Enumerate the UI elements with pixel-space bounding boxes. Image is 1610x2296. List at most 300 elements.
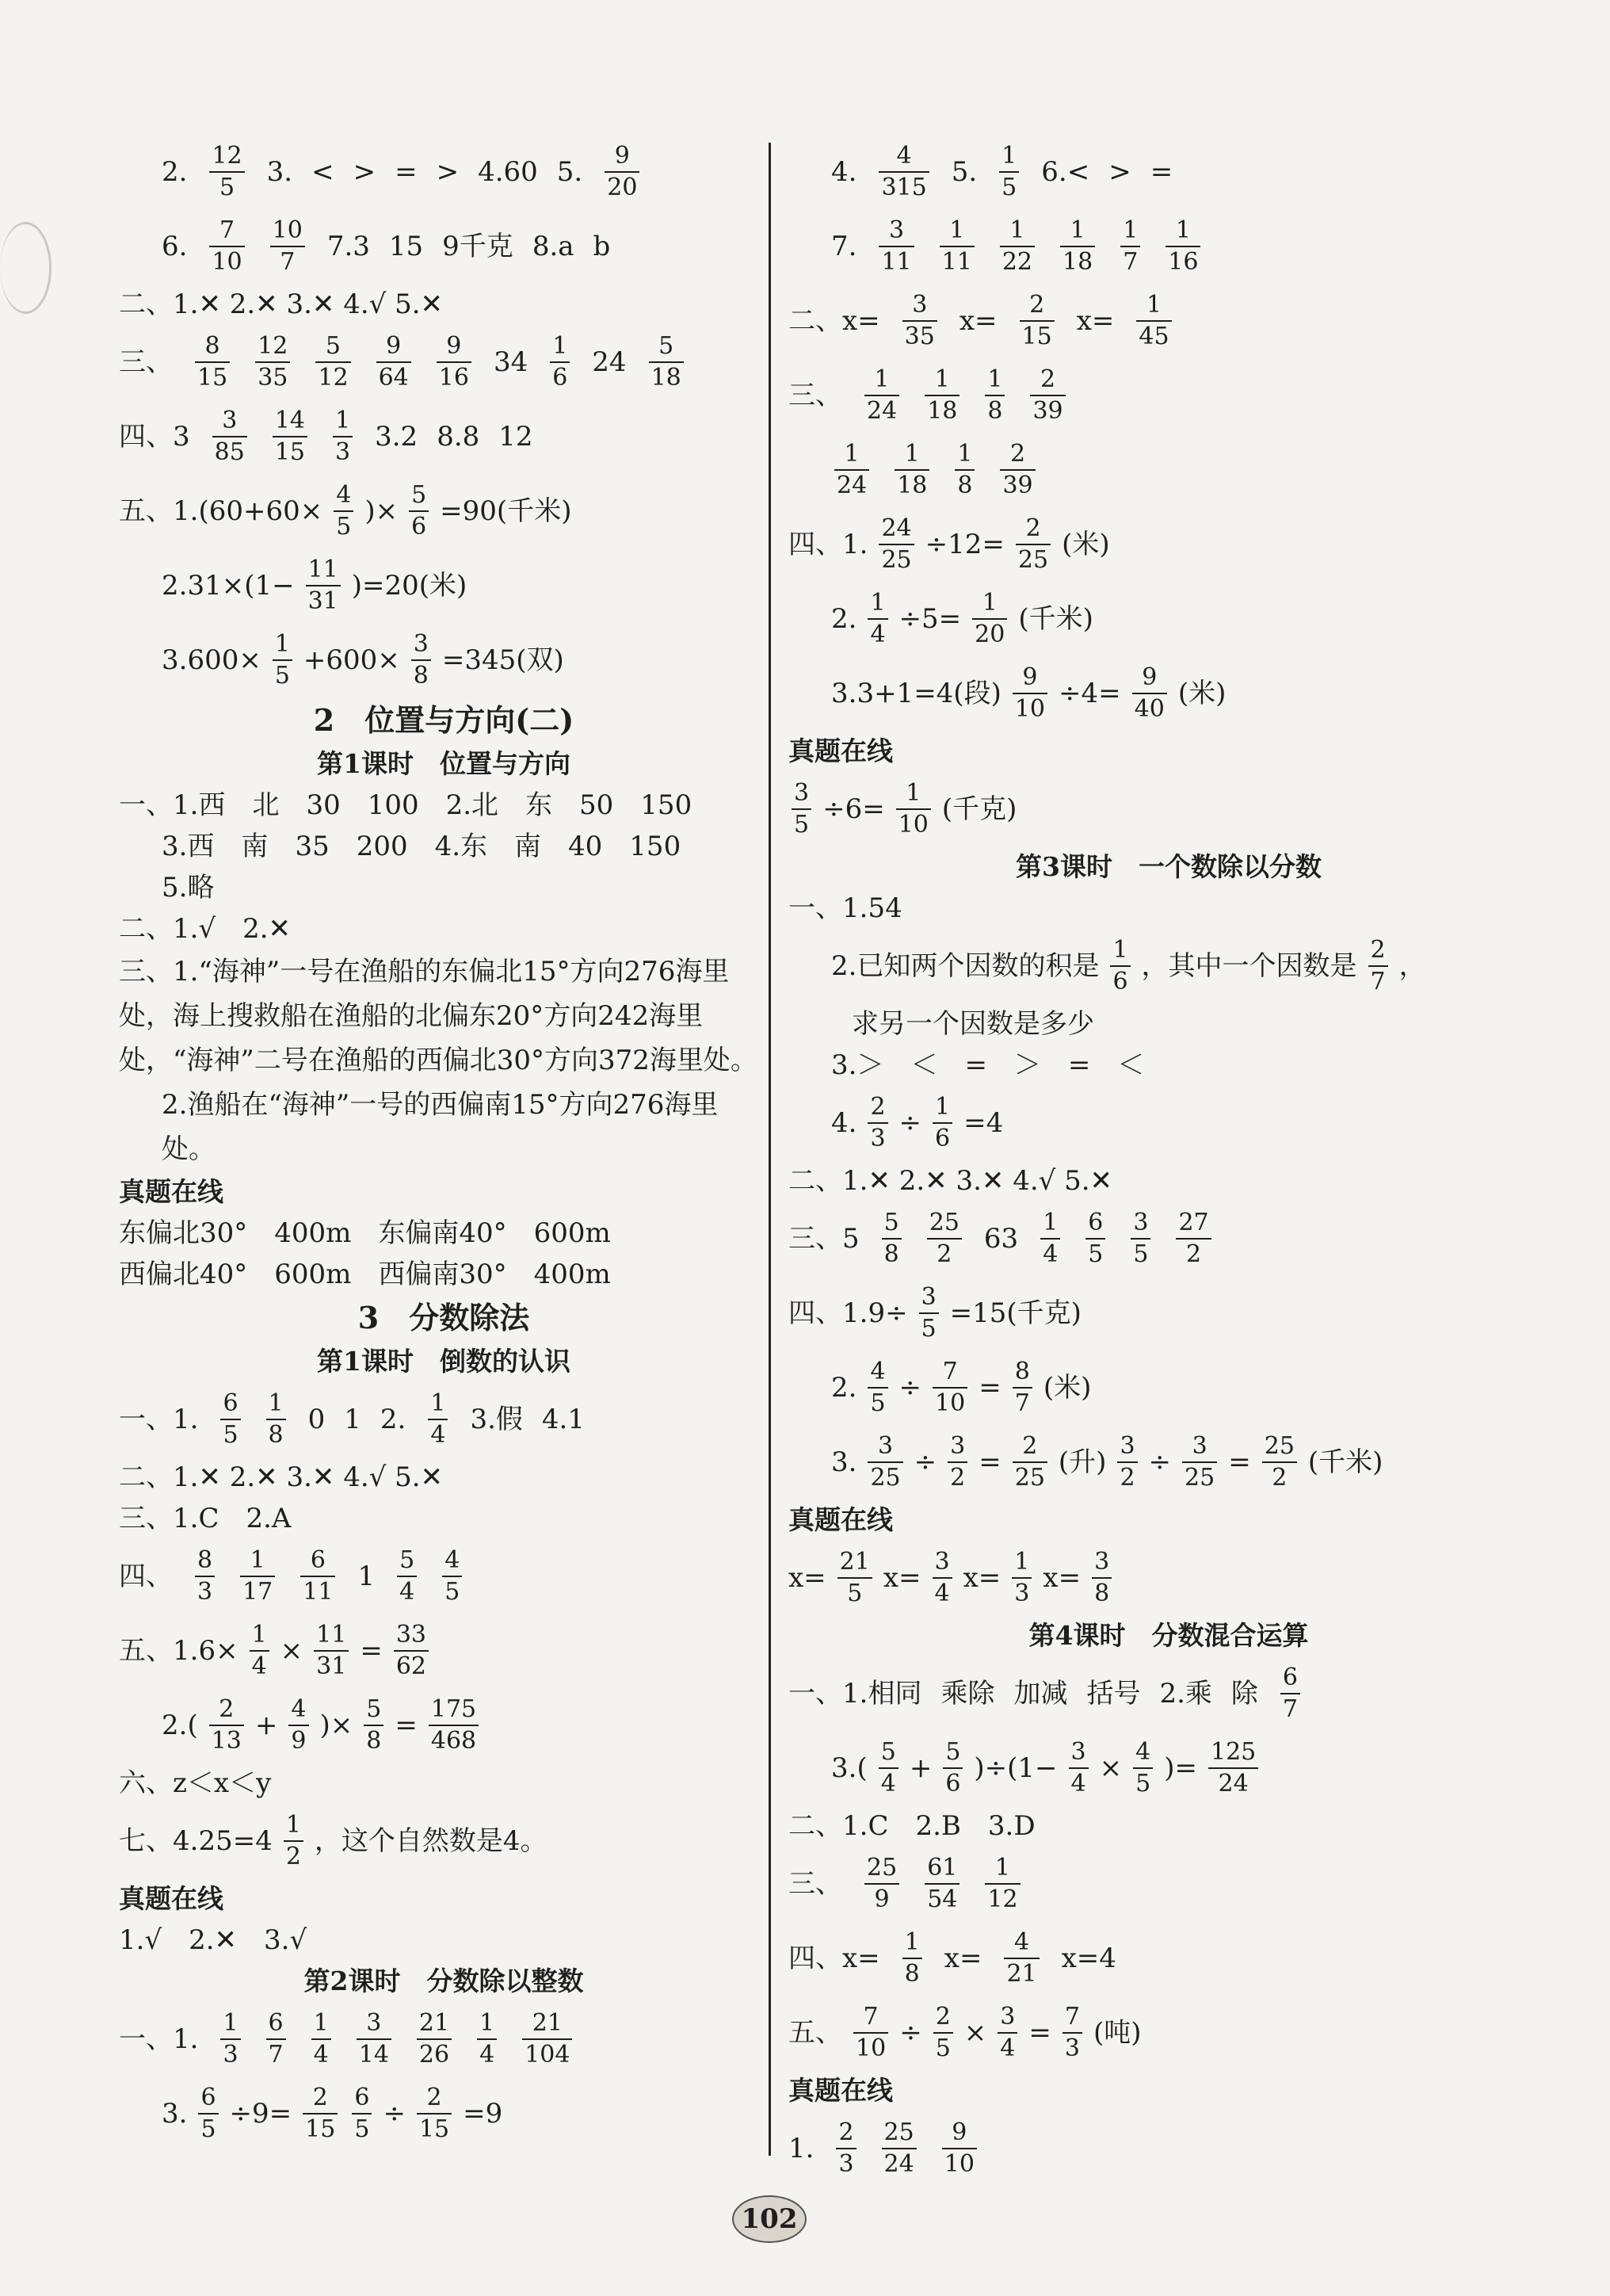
zhenti-label: 真题在线 — [788, 735, 893, 766]
text-token: ÷ — [383, 2097, 406, 2130]
numerator: 3 — [1000, 2003, 1016, 2030]
fraction-bar — [882, 2148, 917, 2149]
fraction-bar — [240, 1576, 275, 1577]
fraction — [929, 1360, 971, 1415]
denominator: 15 — [274, 438, 306, 466]
text-token: 一、1.相同 — [788, 1677, 922, 1710]
denominator: 18 — [1063, 248, 1093, 276]
fraction-bar — [397, 1576, 417, 1577]
fraction — [414, 2086, 455, 2141]
answer-line — [788, 358, 1549, 433]
denominator: 5 — [219, 174, 235, 201]
denominator: 15 — [305, 2115, 336, 2143]
fraction-bar — [955, 469, 975, 471]
fraction — [433, 334, 475, 390]
denominator: 7 — [1282, 1695, 1298, 1723]
numerator: 1 — [904, 1928, 920, 1956]
fraction-bar — [998, 2032, 1017, 2034]
answer-line: 一、1.54 — [788, 892, 902, 924]
fraction-bar — [834, 469, 869, 471]
numerator: 3 — [1192, 1432, 1208, 1460]
denominator: 5 — [1001, 174, 1017, 201]
denominator: 4 — [870, 621, 886, 648]
fraction-bar — [1092, 1577, 1112, 1579]
text-token: =9 — [463, 2097, 503, 2130]
fraction-bar — [1280, 1693, 1300, 1694]
text-token: ，这个自然数是4。 — [314, 1824, 547, 1857]
numerator: 21 — [418, 2009, 450, 2037]
fraction — [864, 1432, 906, 1492]
fraction — [206, 1695, 247, 1755]
fraction — [361, 1695, 387, 1755]
numerator: 21 — [839, 1548, 870, 1576]
page-number: 102 — [732, 2195, 807, 2243]
denominator: 15 — [197, 364, 228, 392]
denominator: 25 — [1185, 1464, 1215, 1492]
fraction-bar — [315, 361, 350, 363]
text-token: 四、1. — [788, 528, 868, 560]
answer-line — [788, 1350, 1549, 1425]
fraction — [425, 1695, 482, 1755]
denominator: 10 — [944, 2150, 975, 2178]
fraction — [299, 2086, 341, 2141]
fraction — [1013, 514, 1054, 574]
text-token: 一、1. — [119, 2023, 199, 2055]
denominator: 35 — [258, 364, 288, 392]
answer-line — [119, 2002, 769, 2076]
fraction-bar — [1182, 1461, 1217, 1463]
text-token: 3.假 — [470, 1403, 523, 1435]
denominator: 8 — [883, 1240, 899, 1268]
denominator: 24 — [837, 472, 868, 499]
fraction — [929, 1095, 956, 1151]
zhenti-label: 真题在线 — [788, 2075, 893, 2106]
numerator: 1 — [1175, 216, 1191, 244]
denominator: 3 — [870, 1125, 886, 1152]
fraction — [1017, 293, 1058, 349]
denominator: 2 — [285, 1843, 301, 1870]
denominator: 25 — [881, 546, 912, 574]
answer-line: 二、1.C 2.B 3.D — [788, 1809, 1036, 1842]
denominator: 31 — [316, 1652, 347, 1680]
numerator: 6 — [223, 1389, 238, 1417]
text-token: 五、1.6× — [119, 1634, 238, 1667]
denominator: 8 — [957, 472, 973, 499]
denominator: 11 — [303, 1578, 334, 1606]
answer-line — [788, 1425, 1549, 1499]
numerator: 4 — [896, 142, 912, 170]
fraction — [252, 334, 293, 390]
fraction — [269, 409, 311, 464]
answer-line — [119, 135, 769, 209]
fraction — [263, 1389, 289, 1449]
denominator: 6 — [1112, 968, 1128, 995]
denominator: 64 — [378, 364, 409, 392]
denominator: 5 — [336, 513, 352, 541]
text-token: ÷ — [898, 1371, 922, 1404]
left-column — [119, 135, 769, 2151]
text-token: (米) — [1043, 1371, 1092, 1404]
numerator: 6 — [1282, 1664, 1298, 1691]
denominator: 2 — [1120, 1464, 1135, 1492]
numerator: 1 — [935, 1093, 951, 1121]
fraction — [929, 1550, 956, 1606]
numerator: 5 — [945, 1738, 961, 1766]
denominator: 7 — [1123, 248, 1139, 276]
fraction-bar — [266, 1419, 286, 1420]
text-token: 1 — [357, 1560, 376, 1592]
denominator: 31 — [307, 587, 338, 615]
fraction-bar — [220, 2038, 240, 2040]
fraction — [1117, 216, 1143, 276]
fraction-bar — [1208, 1767, 1258, 1769]
text-token: 12 — [498, 420, 533, 453]
fraction — [1179, 1432, 1220, 1492]
text-token: 三、5 — [788, 1222, 860, 1255]
answer-line — [119, 1804, 769, 1878]
numerator: 27 — [1178, 1209, 1209, 1236]
denominator: 5 — [354, 2115, 370, 2143]
denominator: 12 — [987, 1885, 1018, 1913]
text-token: 6. — [162, 230, 188, 262]
answer-line — [788, 507, 1549, 582]
denominator: 54 — [927, 1885, 958, 1913]
numerator: 2 — [312, 2084, 328, 2111]
fraction-bar — [985, 395, 1005, 396]
text-token: +600× — [303, 644, 400, 676]
fraction — [1205, 1740, 1261, 1796]
denominator: 40 — [1134, 695, 1165, 723]
numerator: 5 — [411, 481, 427, 509]
numerator: 1 — [870, 589, 886, 617]
fraction — [982, 365, 1008, 425]
text-token: > — [436, 155, 460, 188]
fraction — [997, 442, 1038, 498]
fraction — [899, 293, 940, 349]
fraction — [1133, 293, 1174, 349]
fraction — [237, 1546, 278, 1606]
fraction — [952, 442, 978, 498]
fraction-bar — [314, 1650, 349, 1652]
denominator: 10 — [856, 2034, 887, 2062]
answer-line — [788, 1656, 1549, 1731]
denominator: 25 — [870, 1464, 901, 1492]
denominator: 9 — [291, 1727, 307, 1755]
fraction — [1009, 1360, 1036, 1415]
denominator: 5 — [935, 2034, 951, 2062]
text-token: b — [593, 230, 611, 262]
text-token: ÷ — [1148, 1446, 1172, 1478]
numerator: 25 — [867, 1854, 898, 1881]
text-token: 8.8 — [437, 420, 480, 453]
denominator: 62 — [395, 1652, 427, 1680]
numerator: 1 — [268, 1389, 284, 1417]
answer-line — [119, 1688, 769, 1763]
fraction-bar — [300, 1576, 335, 1577]
fraction-bar — [864, 395, 899, 396]
denominator: 5 — [274, 662, 290, 690]
denominator: 5 — [1135, 1770, 1151, 1797]
fraction-bar — [250, 1650, 269, 1652]
answer-line — [788, 1276, 1549, 1350]
fraction — [308, 2011, 334, 2067]
denominator: 10 — [898, 811, 929, 839]
fraction — [891, 442, 933, 498]
denominator: 11 — [941, 248, 972, 276]
fraction — [474, 2011, 500, 2067]
denominator: 5 — [1088, 1240, 1104, 1268]
answer-paragraph: 三、1.“海神”一号在渔船的东偏北15°方向276海里处，海上搜救船在渔船的北偏东20°方向242海里处，“海神”二号在渔船的西偏北30°方向372海里处。 — [119, 956, 757, 1076]
numerator: 3 — [794, 779, 810, 807]
answer-line — [788, 2111, 1549, 2186]
fraction-bar — [1013, 1461, 1047, 1463]
fraction — [330, 483, 357, 539]
fraction — [834, 1550, 876, 1606]
numerator: 2 — [1010, 440, 1026, 468]
fraction — [209, 409, 250, 464]
denominator: 8 — [413, 662, 429, 690]
fraction — [1037, 1211, 1063, 1266]
denominator: 85 — [214, 438, 245, 466]
numerator: 1 — [313, 2009, 329, 2037]
answer-line — [788, 1086, 1549, 1160]
denominator: 6 — [935, 1125, 951, 1152]
denominator: 18 — [650, 364, 681, 392]
denominator: 39 — [1032, 397, 1063, 425]
text-token: x= — [883, 1561, 921, 1594]
fraction-bar — [933, 1577, 952, 1579]
fraction — [982, 1856, 1023, 1912]
text-token: 3.2 — [375, 420, 418, 453]
denominator: 4 — [1000, 2034, 1016, 2062]
fraction-bar — [943, 1767, 963, 1769]
fraction — [267, 216, 308, 276]
fraction-bar — [942, 2148, 977, 2149]
answer-line: 二、1.√ 2.✕ — [119, 912, 292, 945]
fraction-bar — [999, 171, 1019, 173]
fraction-bar — [1136, 320, 1171, 322]
text-token: ，其中一个因数是 — [1141, 949, 1357, 982]
fraction — [1009, 1550, 1035, 1606]
fraction — [391, 1623, 432, 1679]
fraction-bar — [522, 2038, 572, 2040]
denominator: 4 — [251, 1652, 267, 1680]
text-token: 24 — [592, 346, 627, 378]
fraction-bar — [1040, 1238, 1060, 1240]
fraction — [206, 216, 247, 276]
denominator: 45 — [1139, 323, 1169, 350]
text-token: x=4 — [1061, 1942, 1116, 1974]
fraction-bar — [919, 1312, 939, 1314]
denominator: 20 — [607, 174, 638, 201]
fraction — [303, 558, 344, 613]
denominator: 5 — [1133, 1240, 1149, 1268]
fraction-bar — [442, 1576, 462, 1577]
text-token: 一、1. — [119, 1403, 199, 1435]
text-token: 63 — [983, 1222, 1019, 1255]
text-token: 1. — [788, 2132, 815, 2164]
numerator: 3 — [222, 407, 238, 434]
numerator: 3 — [878, 1432, 894, 1460]
fraction — [1027, 365, 1068, 425]
denominator: 4 — [880, 1770, 896, 1797]
fraction — [876, 514, 917, 574]
numerator: 6 — [354, 2084, 370, 2111]
fraction — [217, 1389, 243, 1449]
numerator: 6 — [268, 2009, 284, 2037]
denominator: 12 — [318, 364, 349, 392]
denominator: 8 — [268, 1421, 284, 1449]
fraction — [285, 1695, 311, 1755]
denominator: 10 — [935, 1389, 966, 1417]
numerator: 7 — [942, 1358, 958, 1385]
numerator: 4 — [1013, 1928, 1030, 1956]
text-token: × — [963, 2016, 987, 2049]
text-token: )=20(米) — [351, 569, 467, 602]
answer-line — [788, 284, 1549, 358]
denominator: 6 — [411, 513, 427, 541]
fraction-bar — [409, 510, 429, 512]
lesson-title: 第4课时 分数混合运算 — [1028, 1620, 1309, 1651]
text-token: 2. — [380, 1403, 406, 1435]
text-token: 2. — [162, 155, 188, 188]
answer-line — [119, 209, 769, 284]
fraction-bar — [1368, 965, 1388, 967]
denominator: 15 — [1021, 323, 1052, 350]
text-token: 除 — [1230, 1677, 1258, 1710]
numerator: 5 — [658, 332, 674, 360]
numerator: 1 — [904, 440, 920, 468]
answer-line — [788, 772, 1549, 846]
text-token: 8.a — [532, 230, 574, 262]
fraction-bar — [437, 361, 471, 363]
numerator: 8 — [204, 332, 220, 360]
answer-line — [119, 623, 769, 697]
text-token: 括号 — [1086, 1677, 1141, 1710]
text-token: 2.已知两个因数的积是 — [831, 949, 1100, 982]
numerator: 25 — [883, 2118, 914, 2146]
answer-line: 3.西 南 35 200 4.东 南 40 150 — [162, 830, 681, 862]
fraction — [944, 1432, 971, 1492]
answer-line: 求另一个因数是多少 — [852, 1007, 1094, 1040]
numerator: 1 — [844, 440, 860, 468]
numerator: 12 — [258, 332, 288, 360]
answer-line — [788, 656, 1549, 731]
text-token: (千克) — [941, 793, 1017, 825]
text-token: x= — [944, 1942, 982, 1974]
fraction-bar — [1013, 693, 1047, 694]
denominator: 3 — [1064, 2034, 1080, 2062]
fraction-bar — [853, 2032, 888, 2034]
denominator: 315 — [881, 174, 927, 201]
fraction-bar — [376, 361, 411, 363]
denominator: 26 — [418, 2041, 450, 2069]
text-token: 5. — [951, 155, 978, 188]
numerator: 2 — [1370, 936, 1386, 964]
fraction-bar — [1000, 469, 1035, 471]
denominator: 25 — [1017, 546, 1049, 574]
answer-line: 二、1.✕ 2.✕ 3.✕ 4.√ 5.✕ — [119, 288, 444, 320]
denominator: 24 — [1218, 1770, 1249, 1797]
numerator: 3 — [950, 1432, 966, 1460]
numerator: 11 — [307, 556, 338, 583]
numerator: 14 — [274, 407, 306, 434]
fraction — [940, 1740, 966, 1796]
text-token: =4 — [963, 1106, 1004, 1139]
text-token: = — [360, 1634, 383, 1667]
fraction — [876, 1740, 902, 1796]
zhenti-label: 真题在线 — [788, 1504, 893, 1535]
answer-line — [788, 135, 1549, 209]
fraction — [519, 2011, 575, 2067]
denominator: 468 — [430, 1727, 477, 1755]
fraction-bar — [212, 436, 247, 437]
fraction-bar — [306, 585, 341, 586]
text-token: × — [1099, 1752, 1123, 1784]
text-token: 五、1.(60+60× — [119, 495, 323, 527]
text-token: 4. — [831, 155, 857, 188]
numerator: 1 — [552, 332, 568, 360]
numerator: 4 — [336, 481, 352, 509]
fraction — [930, 2005, 956, 2061]
denominator: 9 — [874, 1885, 890, 1913]
fraction — [439, 1546, 465, 1606]
answer-line: 二、1.✕ 2.✕ 3.✕ 4.√ 5.✕ — [788, 1164, 1113, 1197]
fraction — [879, 1211, 905, 1266]
text-token: < — [311, 155, 334, 188]
fraction-bar — [1120, 246, 1140, 247]
denominator: 7 — [1370, 968, 1386, 995]
text-token: =345(双) — [441, 644, 564, 676]
numerator: 1 — [874, 365, 890, 393]
fraction-bar — [357, 2038, 391, 2040]
answer-line — [788, 1996, 1549, 2070]
denominator: 11 — [881, 248, 912, 276]
denominator: 3 — [223, 2041, 238, 2069]
text-token: 3.( — [831, 1752, 868, 1784]
fraction — [1129, 663, 1170, 723]
numerator: 10 — [272, 216, 303, 244]
fraction — [831, 442, 872, 498]
answer-line: 六、z＜x＜y — [119, 1767, 272, 1799]
denominator: 5 — [870, 1389, 886, 1417]
stamp-mark — [0, 222, 52, 314]
denominator: 18 — [897, 472, 928, 499]
numerator: 4 — [444, 1546, 460, 1574]
text-token: x= — [788, 1561, 826, 1594]
answer-line: 东偏北30° 400m 东偏南40° 600m — [119, 1217, 611, 1249]
fraction — [408, 632, 434, 688]
numerator: 1 — [957, 440, 973, 468]
numerator: 5 — [880, 1738, 896, 1766]
text-token: (米) — [1062, 528, 1110, 560]
numerator: 1 — [430, 1389, 446, 1417]
numerator: 24 — [881, 514, 912, 542]
denominator: 4 — [479, 2041, 495, 2069]
answer-line — [788, 1201, 1549, 1276]
text-token: = — [1228, 1446, 1251, 1478]
fraction-bar — [837, 1577, 872, 1579]
fraction-bar — [1117, 1461, 1137, 1463]
fraction — [994, 2005, 1021, 2061]
numerator: 2 — [426, 2084, 442, 2111]
text-token: x= — [1043, 1561, 1082, 1594]
denominator: 3 — [335, 438, 351, 466]
answer-line: 西偏北40° 600m 西偏南30° 400m — [119, 1258, 611, 1290]
text-token: 15 — [388, 230, 424, 262]
denominator: 5 — [200, 2115, 216, 2143]
fraction-bar — [879, 1767, 898, 1769]
